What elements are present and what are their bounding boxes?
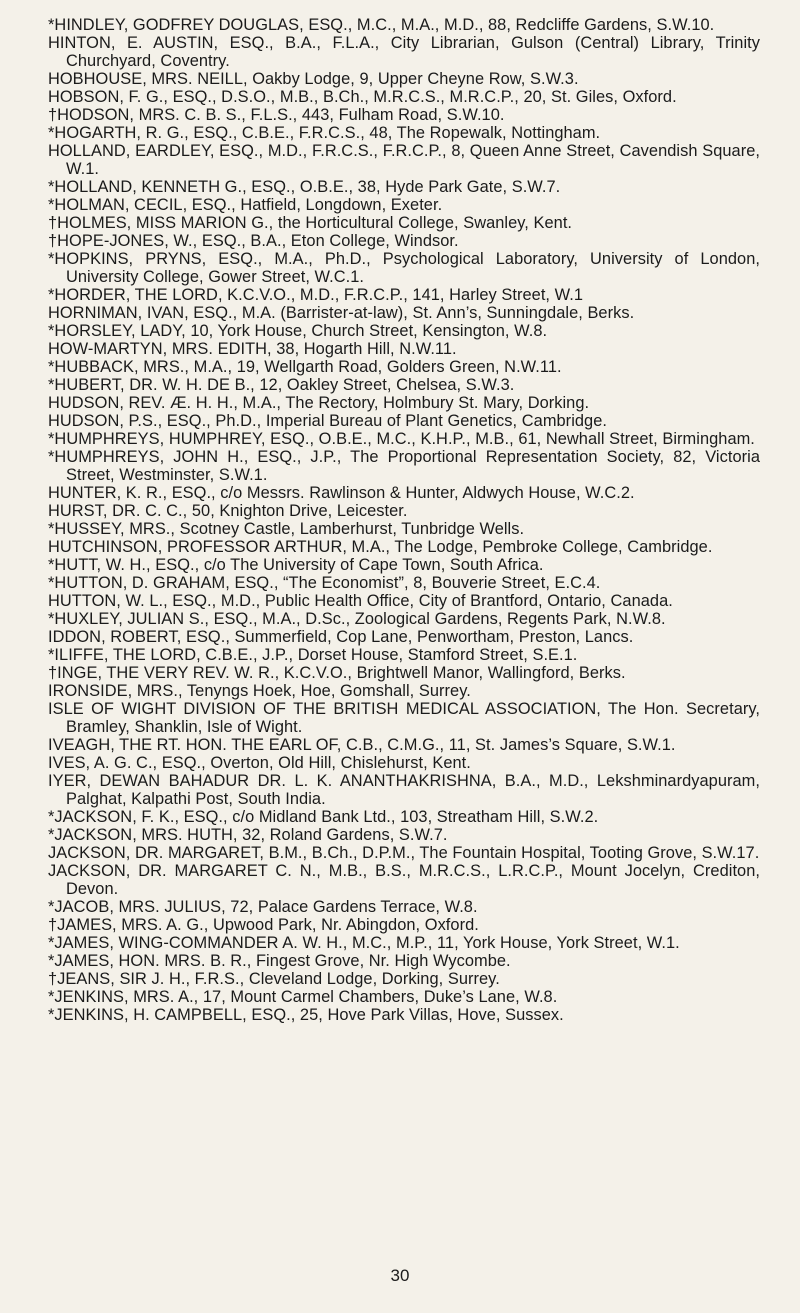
list-item: IYER, DEWAN BAHADUR DR. L. K. ANANTHAKRISHNA, B.A., M.D., Lekshminardyapuram, Palghat, Kalpathi Post, South India. (48, 772, 760, 808)
list-item: *JENKINS, H. CAMPBELL, ESQ., 25, Hove Park Villas, Hove, Sussex. (48, 1006, 564, 1024)
list-item: *HORDER, THE LORD, K.C.V.O., M.D., F.R.C.P., 141, Harley Street, W.1 (48, 286, 584, 304)
list-item: *HOLLAND, KENNETH G., ESQ., O.B.E., 38, Hyde Park Gate, S.W.7. (48, 178, 561, 196)
list-item: *JAMES, WING-COMMANDER A. W. H., M.C., M.P., 11, York House, York Street, W.1. (48, 934, 680, 952)
list-item: HUDSON, P.S., ESQ., Ph.D., Imperial Bureau of Plant Genetics, Cambridge. (48, 412, 607, 430)
list-item: *HUTTON, D. GRAHAM, ESQ., “The Economist”, 8, Bouverie Street, E.C.4. (48, 574, 601, 592)
list-item: †HOPE-JONES, W., ESQ., B.A., Eton College, Windsor. (48, 232, 459, 250)
list-item: *JACKSON, F. K., ESQ., c/o Midland Bank Ltd., 103, Streatham Hill, S.W.2. (48, 808, 599, 826)
list-item: HOBSON, F. G., ESQ., D.S.O., M.B., B.Ch., M.R.C.S., M.R.C.P., 20, St. Giles, Oxford. (48, 88, 677, 106)
list-item: HORNIMAN, IVAN, ESQ., M.A. (Barrister-at-law), St. Ann’s, Sunningdale, Berks. (48, 304, 635, 322)
list-item: *HUMPHREYS, JOHN H., ESQ., J.P., The Proportional Representation Society, 82, Victoria Street, Westminster, S.W.1. (48, 448, 760, 484)
list-item: *HINDLEY, GODFREY DOUGLAS, ESQ., M.C., M.A., M.D., 88, Redcliffe Gardens, S.W.10. (48, 16, 715, 34)
list-item: *JACOB, MRS. JULIUS, 72, Palace Gardens Terrace, W.8. (48, 898, 478, 916)
list-item: IRONSIDE, MRS., Tenyngs Hoek, Hoe, Gomshall, Surrey. (48, 682, 471, 700)
list-item: *HUBERT, DR. W. H. DE B., 12, Oakley Street, Chelsea, S.W.3. (48, 376, 515, 394)
list-item: ISLE OF WIGHT DIVISION OF THE BRITISH MEDICAL ASSOCIATION, The Hon. Secretary, Bramley, Shanklin, Isle of Wight. (48, 700, 760, 736)
page-number: 30 (390, 1266, 410, 1285)
list-item: JACKSON, DR. MARGARET C. N., M.B., B.S., M.R.C.S., L.R.C.P., Mount Jocelyn, Crediton, Devon. (48, 862, 760, 898)
list-item: *HUTT, W. H., ESQ., c/o The University of Cape Town, South Africa. (48, 556, 544, 574)
list-item: *HUMPHREYS, HUMPHREY, ESQ., O.B.E., M.C., K.H.P., M.B., 61, Newhall Street, Birmingham. (48, 430, 755, 448)
list-item: HURST, DR. C. C., 50, Knighton Drive, Leicester. (48, 502, 408, 520)
list-item: HOLLAND, EARDLEY, ESQ., M.D., F.R.C.S., F.R.C.P., 8, Queen Anne Street, Cavendish Square, W.1. (48, 142, 760, 178)
list-item: *HUBBACK, MRS., M.A., 19, Wellgarth Road, Golders Green, N.W.11. (48, 358, 562, 376)
list-item: *JACKSON, MRS. HUTH, 32, Roland Gardens, S.W.7. (48, 826, 448, 844)
list-item: HUDSON, REV. Æ. H. H., M.A., The Rectory, Holmbury St. Mary, Dorking. (48, 394, 590, 412)
list-item: JACKSON, DR. MARGARET, B.M., B.Ch., D.P.M., The Fountain Hospital, Tooting Grove, S.W.17. (48, 844, 760, 862)
list-item: †INGE, THE VERY REV. W. R., K.C.V.O., Brightwell Manor, Wallingford, Berks. (48, 664, 626, 682)
list-item: *JAMES, HON. MRS. B. R., Fingest Grove, Nr. High Wycombe. (48, 952, 511, 970)
list-item: *HORSLEY, LADY, 10, York House, Church Street, Kensington, W.8. (48, 322, 548, 340)
list-item: †HODSON, MRS. C. B. S., F.L.S., 443, Fulham Road, S.W.10. (48, 106, 505, 124)
list-item: IDDON, ROBERT, ESQ., Summerfield, Cop Lane, Penwortham, Preston, Lancs. (48, 628, 634, 646)
list-item: HOW-MARTYN, MRS. EDITH, 38, Hogarth Hill, N.W.11. (48, 340, 457, 358)
list-item: *JENKINS, MRS. A., 17, Mount Carmel Chambers, Duke’s Lane, W.8. (48, 988, 558, 1006)
list-item: *ILIFFE, THE LORD, C.B.E., J.P., Dorset House, Stamford Street, S.E.1. (48, 646, 578, 664)
list-item: *HOGARTH, R. G., ESQ., C.B.E., F.R.C.S., 48, The Ropewalk, Nottingham. (48, 124, 601, 142)
list-item: †HOLMES, MISS MARION G., the Horticultural College, Swanley, Kent. (48, 214, 573, 232)
list-item: †JAMES, MRS. A. G., Upwood Park, Nr. Abingdon, Oxford. (48, 916, 479, 934)
list-item: HUTCHINSON, PROFESSOR ARTHUR, M.A., The Lodge, Pembroke College, Cambridge. (48, 538, 713, 556)
list-item: HUTTON, W. L., ESQ., M.D., Public Health Office, City of Brantford, Ontario, Canada. (48, 592, 673, 610)
list-item: HUNTER, K. R., ESQ., c/o Messrs. Rawlinson & Hunter, Aldwych House, W.C.2. (48, 484, 635, 502)
list-item: IVES, A. G. C., ESQ., Overton, Old Hill, Chislehurst, Kent. (48, 754, 471, 772)
list-item: IVEAGH, THE RT. HON. THE EARL OF, C.B., C.M.G., 11, St. James’s Square, S.W.1. (48, 736, 676, 754)
list-item: *HOPKINS, PRYNS, ESQ., M.A., Ph.D., Psychological Laboratory, University of London, University College, Gower Street, W.C.1. (48, 250, 760, 286)
list-item: *HOLMAN, CECIL, ESQ., Hatfield, Longdown, Exeter. (48, 196, 443, 214)
list-item: *HUSSEY, MRS., Scotney Castle, Lamberhurst, Tunbridge Wells. (48, 520, 525, 538)
list-item: HINTON, E. AUSTIN, ESQ., B.A., F.L.A., City Librarian, Gulson (Central) Library, Trinity Churchyard, Coventry. (48, 34, 760, 70)
list-item: HOBHOUSE, MRS. NEILL, Oakby Lodge, 9, Upper Cheyne Row, S.W.3. (48, 70, 579, 88)
list-item: †JEANS, SIR J. H., F.R.S., Cleveland Lodge, Dorking, Surrey. (48, 970, 500, 988)
list-item: *HUXLEY, JULIAN S., ESQ., M.A., D.Sc., Zoological Gardens, Regents Park, N.W.8. (48, 610, 666, 628)
membership-list (48, 16, 760, 1024)
